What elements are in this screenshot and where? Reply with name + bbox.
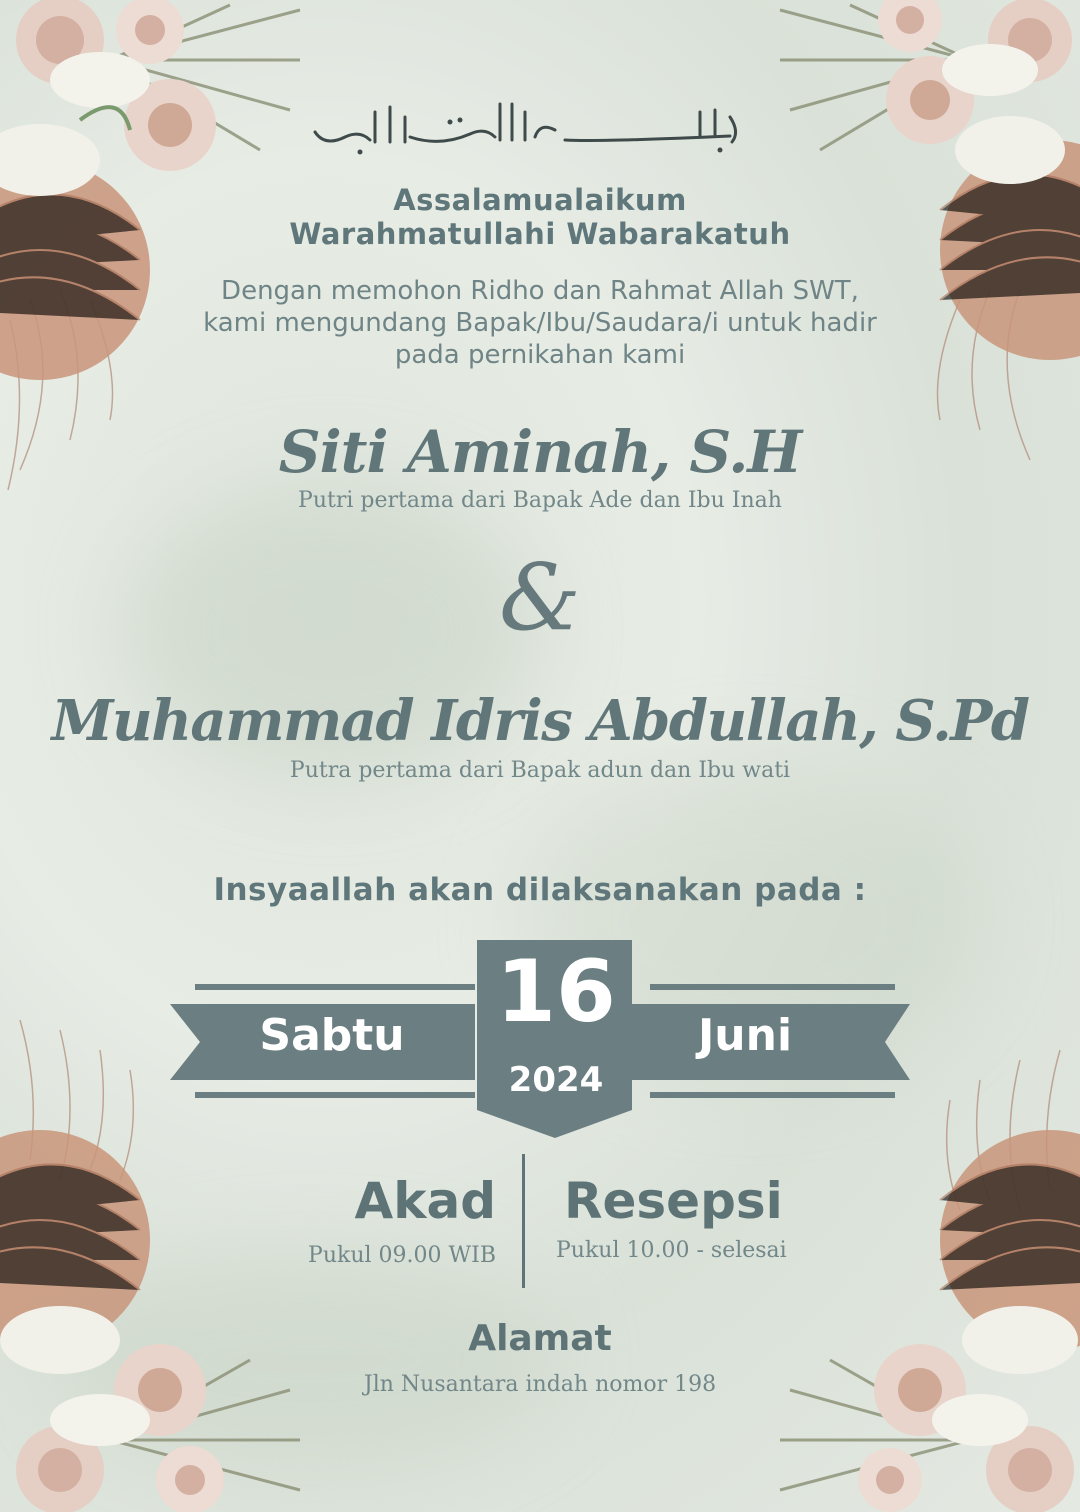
day-label: Sabtu — [259, 1010, 405, 1061]
address-title: Alamat — [468, 1318, 612, 1359]
akad-time: Pukul 09.00 WIB — [308, 1243, 496, 1268]
intro-line1: Dengan memohon Ridho dan Rahmat Allah SWT, — [221, 276, 859, 306]
greeting — [0, 183, 1080, 251]
schedule-intro: Insyaallah akan dilaksanakan pada : — [213, 872, 867, 908]
greeting-line2: Warahmatullahi Wabarakatuh — [289, 217, 791, 251]
date-number: 16 — [496, 942, 616, 1042]
groom-parents: Putra pertama dari Bapak adun dan Ibu wati — [289, 758, 791, 783]
resepsi-title: Resepsi — [564, 1172, 783, 1230]
bismillah-calligraphy-icon — [300, 92, 750, 162]
address-value: Jln Nusantara indah nomor 198 — [363, 1372, 717, 1397]
intro-line2: kami mengundang Bapak/Ibu/Saudara/i untuk hadir — [203, 308, 877, 338]
intro-line3: pada pernikahan kami — [394, 340, 686, 370]
month-label: Juni — [697, 1010, 793, 1061]
ampersand: & — [499, 544, 581, 651]
akad-title: Akad — [354, 1172, 496, 1230]
bride-parents: Putri pertama dari Bapak Ade dan Ibu Inah — [298, 488, 782, 513]
year-label: 2024 — [508, 1060, 604, 1100]
greeting-line1: Assalamualaikum — [393, 183, 687, 217]
bride-name: Siti Aminah, S.H — [278, 418, 802, 486]
intro-text — [0, 275, 1080, 371]
divider — [522, 1154, 525, 1288]
groom-name: Muhammad Idris Abdullah, S.Pd — [51, 688, 1029, 754]
resepsi-time: Pukul 10.00 - selesai — [556, 1238, 787, 1263]
